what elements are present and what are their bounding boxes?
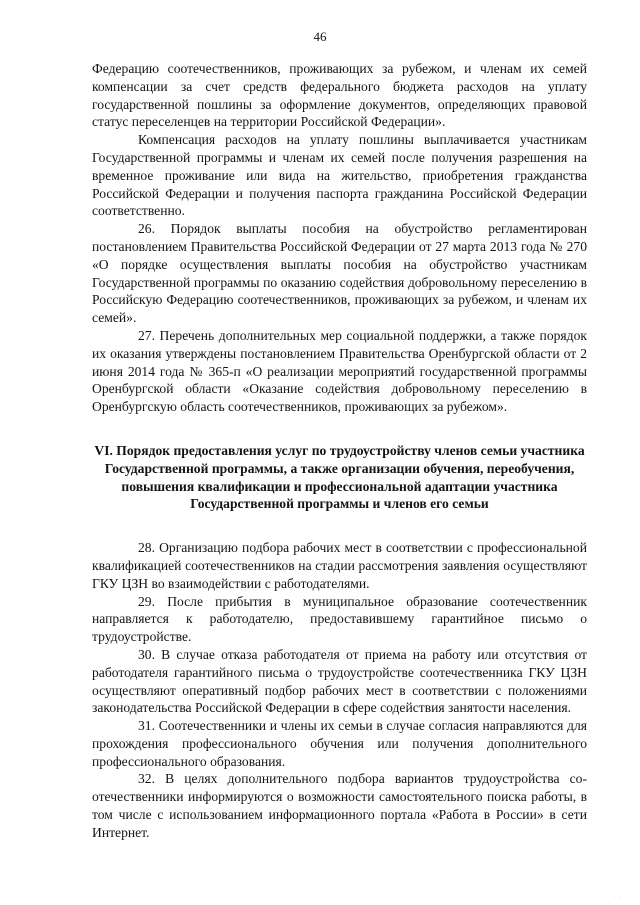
paragraph-27: 27. Перечень дополнительных мер социальной поддержки, а также порядок их оказания утверждены постановлением Правительства Оренбургской области от 2 июня 2014 года № 365-п «О реализации мероприятий государственной программы Оренбургской области «Оказание содействия добровольному переселению в Оренбургскую область соотечественников, проживающих за рубежом». xyxy=(92,327,587,415)
paragraph-compensation: Компенсация расходов на уплату пошлины выплачивается участникам Государственной программы и членам их семей после получения разрешения на временное проживание или вида на жительство, приобретения гражданства Российской Федерации и получения паспорта гражданина Российской Федерации соответственно. xyxy=(92,132,587,219)
document-body xyxy=(92,60,587,842)
paragraph-32: 32. В целях дополнительного подбора вариантов трудоустройства соотечественники информируются о возможности самостоятельного поиска работы, в том числе с использованием информационного портала «Работа в России» в сети Интернет. xyxy=(92,771,587,840)
paragraph-continuation: Федерацию соотечественников, проживающих за рубежом, и членам их семей компенсации за счет средств федерального бюджета расходов на уплату государственной пошлины за оформление документов, определяющих правовой статус переселенцев на территории Российской Федерации». xyxy=(92,61,587,130)
scan-mark: · · xyxy=(613,895,622,901)
page-number: 46 xyxy=(313,29,327,44)
paragraph-30: 30. В случае отказа работодателя от приема на работу или отсутствия от работодателя гарантийного письма о трудоустройстве соотечественника ГКУ ЦЗН осуществляют оперативный подбор рабочих мест в соответствии с положениями законодательства Российской Федерации в сфере содействия занятости населения. xyxy=(92,646,587,716)
paragraph-28: 28. Организацию подбора рабочих мест в соответствии с профессиональной квалификацией соотечественников на стадии рассмотрения заявления осуществляют ГКУ ЦЗН во взаимодействии с работодателями. xyxy=(92,540,587,591)
paragraph-31: 31. Соотечественники и члены их семьи в случае согласия направляются для прохождения профессионального обучения или получения дополнительного профессионального образования. xyxy=(92,718,587,769)
paragraph-29: 29. После прибытия в муниципальное образование соотечественник направляется к работодателю, предоставившему гарантийное письмо о трудоустройстве. xyxy=(92,593,587,645)
paragraph-26: 26. Порядок выплаты пособия на обустройство регламентирован постановлением Правительства Российской Федерации от 27 марта 2013 года № 270 «О порядке осуществления выплаты пособия на обустройство участникам Государственной программы по оказанию содействия добровольному переселению в Российскую Федерацию соотечественников, проживающих за рубежом, и членам их семей». xyxy=(92,221,587,326)
section-heading: VI. Порядок предоставления услуг по трудоустройству членов семьи участника Государственной программы, а также организации обучения, переобучения, повышения квалификации и профессиональной адаптации участника Государственной программы и членов его семьи xyxy=(94,442,585,512)
